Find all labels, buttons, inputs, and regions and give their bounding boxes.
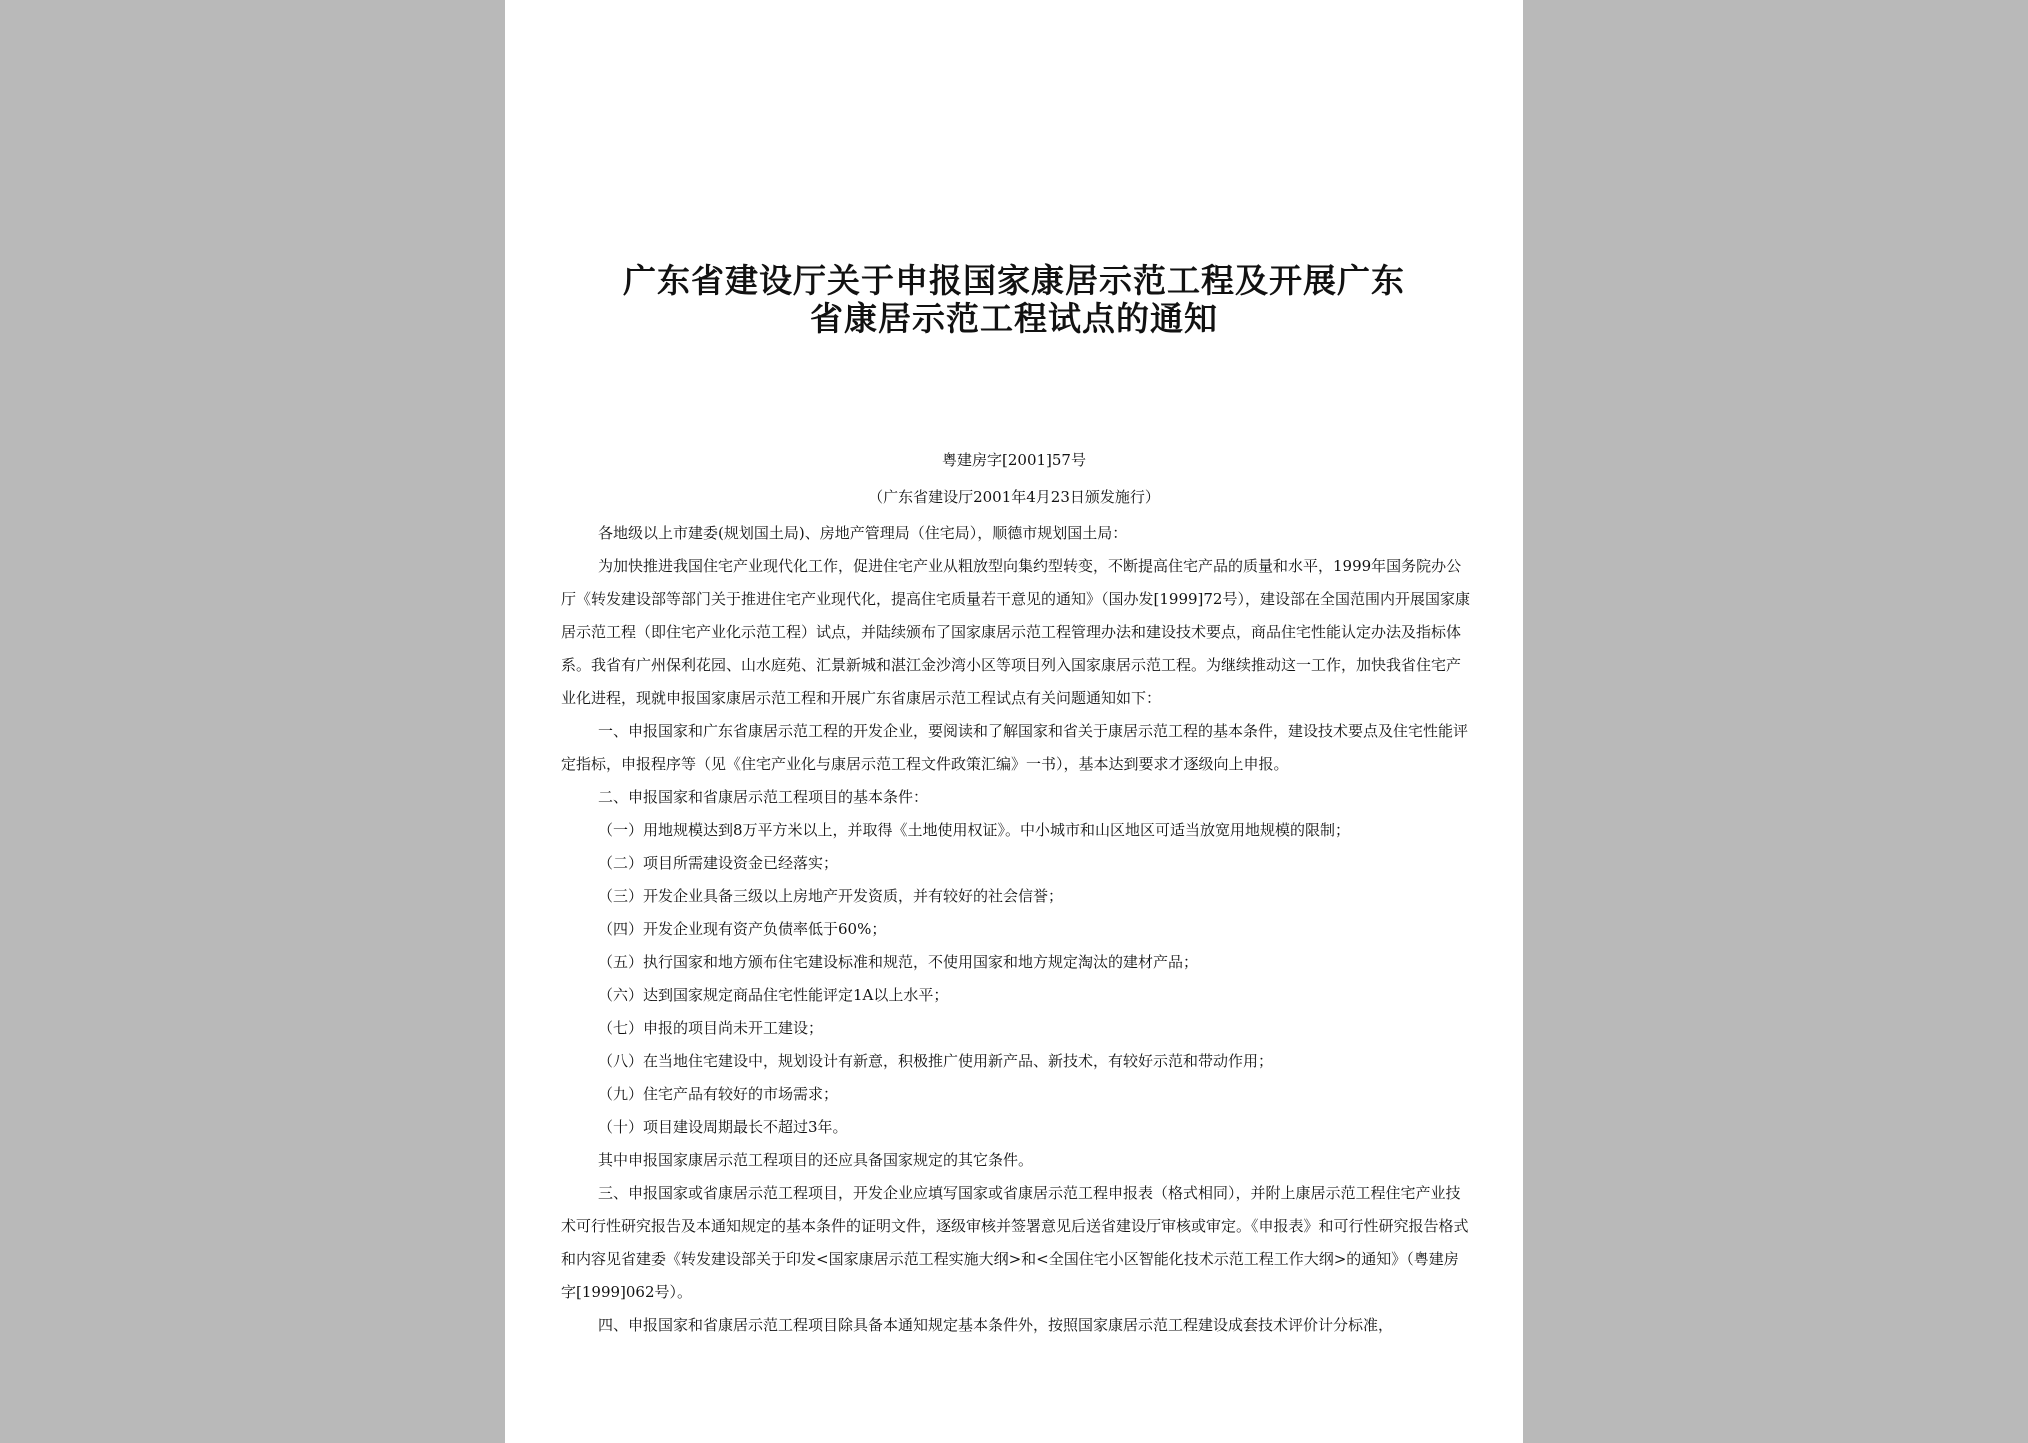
- condition-item: （五）执行国家和地方颁布住宅建设标准和规范，不使用国家和地方规定淘汰的建材产品；: [598, 953, 1199, 971]
- condition-item: （八）在当地住宅建设中，规划设计有新意，积极推广使用新产品、新技术，有较好示范和带动作用；: [598, 1052, 1274, 1070]
- addressee: 各地级以上市建委(规划国土局)、房地产管理局（住宅局），顺德市规划国土局：: [598, 524, 1128, 542]
- condition-item: （四）开发企业现有资产负债率低于60%；: [598, 920, 887, 938]
- section-heading: 二、申报国家和省康居示范工程项目的基本条件：: [598, 788, 929, 806]
- document-title: [585, 262, 1443, 338]
- condition-item: （七）申报的项目尚未开工建设；: [598, 1019, 824, 1037]
- condition-item: （二）项目所需建设资金已经落实；: [598, 854, 839, 872]
- condition-item: （六）达到国家规定商品住宅性能评定1A以上水平；: [598, 986, 949, 1004]
- title-line-2: 省康居示范工程试点的通知: [810, 299, 1218, 338]
- condition-item: （九）住宅产品有较好的市场需求；: [598, 1085, 839, 1103]
- document-body: [561, 517, 1473, 1342]
- title-line-1: 广东省建设厅关于申报国家康居示范工程及开展广东: [623, 261, 1405, 300]
- paragraph: 一、申报国家和广东省康居示范工程的开发企业，要阅读和了解国家和省关于康居示范工程的基本条件，建设技术要点及住宅性能评定指标，申报程序等（见《住宅产业化与康居示范工程文件政策汇编》一书），基本达到要求才逐级向上申报。: [561, 722, 1469, 773]
- condition-item: （三）开发企业具备三级以上房地产开发资质，并有较好的社会信誉；: [598, 887, 1064, 905]
- section-3: 三、申报国家或省康居示范工程项目，开发企业应填写国家或省康居示范工程申报表（格式相同），并附上康居示范工程住宅产业技术可行性研究报告及本通知规定的基本条件的证明文件，逐级审核并签署意见后送省建设厅审核或审定。《申报表》和可行性研究报告格式和内容见省建委《转发建设部关于印发<国家康居示范工程实施大纲>和<全国住宅小区智能化技术示范工程工作大纲>的通知》（粤建房字[1999]062号）。: [561, 1184, 1469, 1301]
- other-conditions: 其中申报国家康居示范工程项目的还应具备国家规定的其它条件。: [598, 1151, 1034, 1169]
- section-4: 四、申报国家和省康居示范工程项目除具备本通知规定基本条件外，按照国家康居示范工程建设成套技术评价计分标准，: [598, 1316, 1394, 1334]
- document-number: 粤建房字[2001]57号: [942, 451, 1086, 469]
- paragraph: 为加快推进我国住宅产业现代化工作，促进住宅产业从粗放型向集约型转变，不断提高住宅产品的质量和水平，1999年国务院办公厅《转发建设部等部门关于推进住宅产业现代化，提高住宅质量若干意见的通知》（国办发[1999]72号），建设部在全国范围内开展国家康居示范工程（即住宅产业化示范工程）试点，并陆续颁布了国家康居示范工程管理办法和建设技术要点，商品住宅性能认定办法及指标体系。我省有广州保利花园、山水庭苑、汇景新城和湛江金沙湾小区等项目列入国家康居示范工程。为继续推动这一工作，加快我省住宅产业化进程，现就申报国家康居示范工程和开展广东省康居示范工程试点有关问题通知如下：: [561, 557, 1470, 707]
- document-page: [505, 0, 1523, 1443]
- condition-item: （十）项目建设周期最长不超过3年。: [598, 1118, 848, 1136]
- issue-note: （广东省建设厅2001年4月23日颁发施行）: [868, 488, 1160, 506]
- condition-item: （一）用地规模达到8万平方米以上，并取得《土地使用权证》。中小城市和山区地区可适当放宽用地规模的限制；: [598, 821, 1351, 839]
